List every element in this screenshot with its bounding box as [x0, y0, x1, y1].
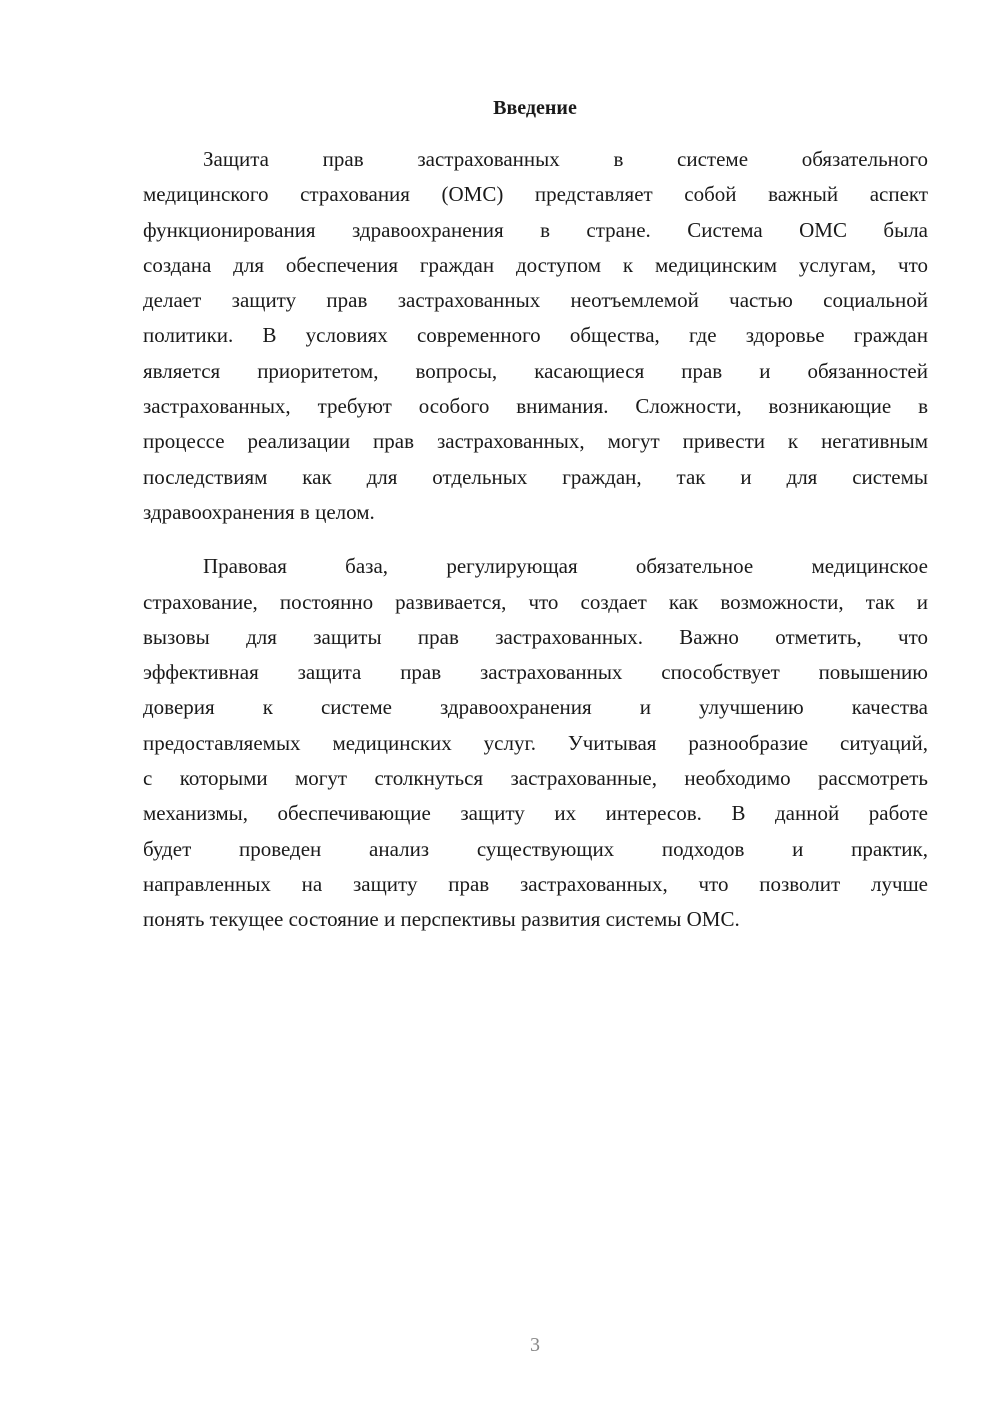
text-line: доверия к системе здравоохранения и улучшению качества [143, 695, 928, 720]
page-number: 3 [530, 1334, 540, 1356]
text-line: создана для обеспечения граждан доступом к медицинским услугам, что [143, 252, 928, 277]
document-body [143, 142, 928, 957]
text-line: эффективная защита прав застрахованных способствует повышению [143, 660, 928, 685]
text-line: Защита прав застрахованных в системе обязательного [203, 147, 928, 171]
text-line: с которыми могут столкнуться застрахованные, необходимо рассмотреть [143, 766, 928, 791]
text-line: будет проведен анализ существующих подходов и практик, [143, 836, 928, 861]
text-line: вызовы для защиты прав застрахованных. Важно отметить, что [143, 624, 928, 649]
text-line: функционирования здравоохранения в стране. Система ОМС была [143, 217, 928, 242]
paragraph [143, 142, 928, 530]
text-line: застрахованных, требуют особого внимания. Сложности, возникающие в [143, 394, 928, 419]
text-line: механизмы, обеспечивающие защиту их интересов. В данной работе [143, 801, 928, 826]
text-line: последствиям как для отдельных граждан, так и для системы [143, 464, 928, 489]
text-line: предоставляемых медицинских услуг. Учитывая разнообразие ситуаций, [143, 730, 928, 755]
text-line: процессе реализации прав застрахованных, могут привести к негативным [143, 429, 928, 454]
text-line: Правовая база, регулирующая обязательное медицинское [203, 554, 928, 579]
text-line: политики. В условиях современного общества, где здоровье граждан [143, 323, 928, 348]
text-line: понять текущее состояние и перспективы развития системы ОМС. [143, 907, 740, 932]
text-line: направленных на защиту прав застрахованных, что позволит лучше [143, 871, 928, 896]
text-line: делает защиту прав застрахованных неотъемлемой частью социальной [143, 288, 928, 313]
text-line: медицинского страхования (ОМС) представляет собой важный аспект [143, 182, 928, 207]
paragraph [143, 549, 928, 937]
section-heading: Введение [493, 97, 577, 119]
text-line: страхование, постоянно развивается, что создает как возможности, так и [143, 589, 928, 614]
text-line: является приоритетом, вопросы, касающиеся прав и обязанностей [143, 358, 928, 383]
text-line: здравоохранения в целом. [143, 499, 375, 524]
